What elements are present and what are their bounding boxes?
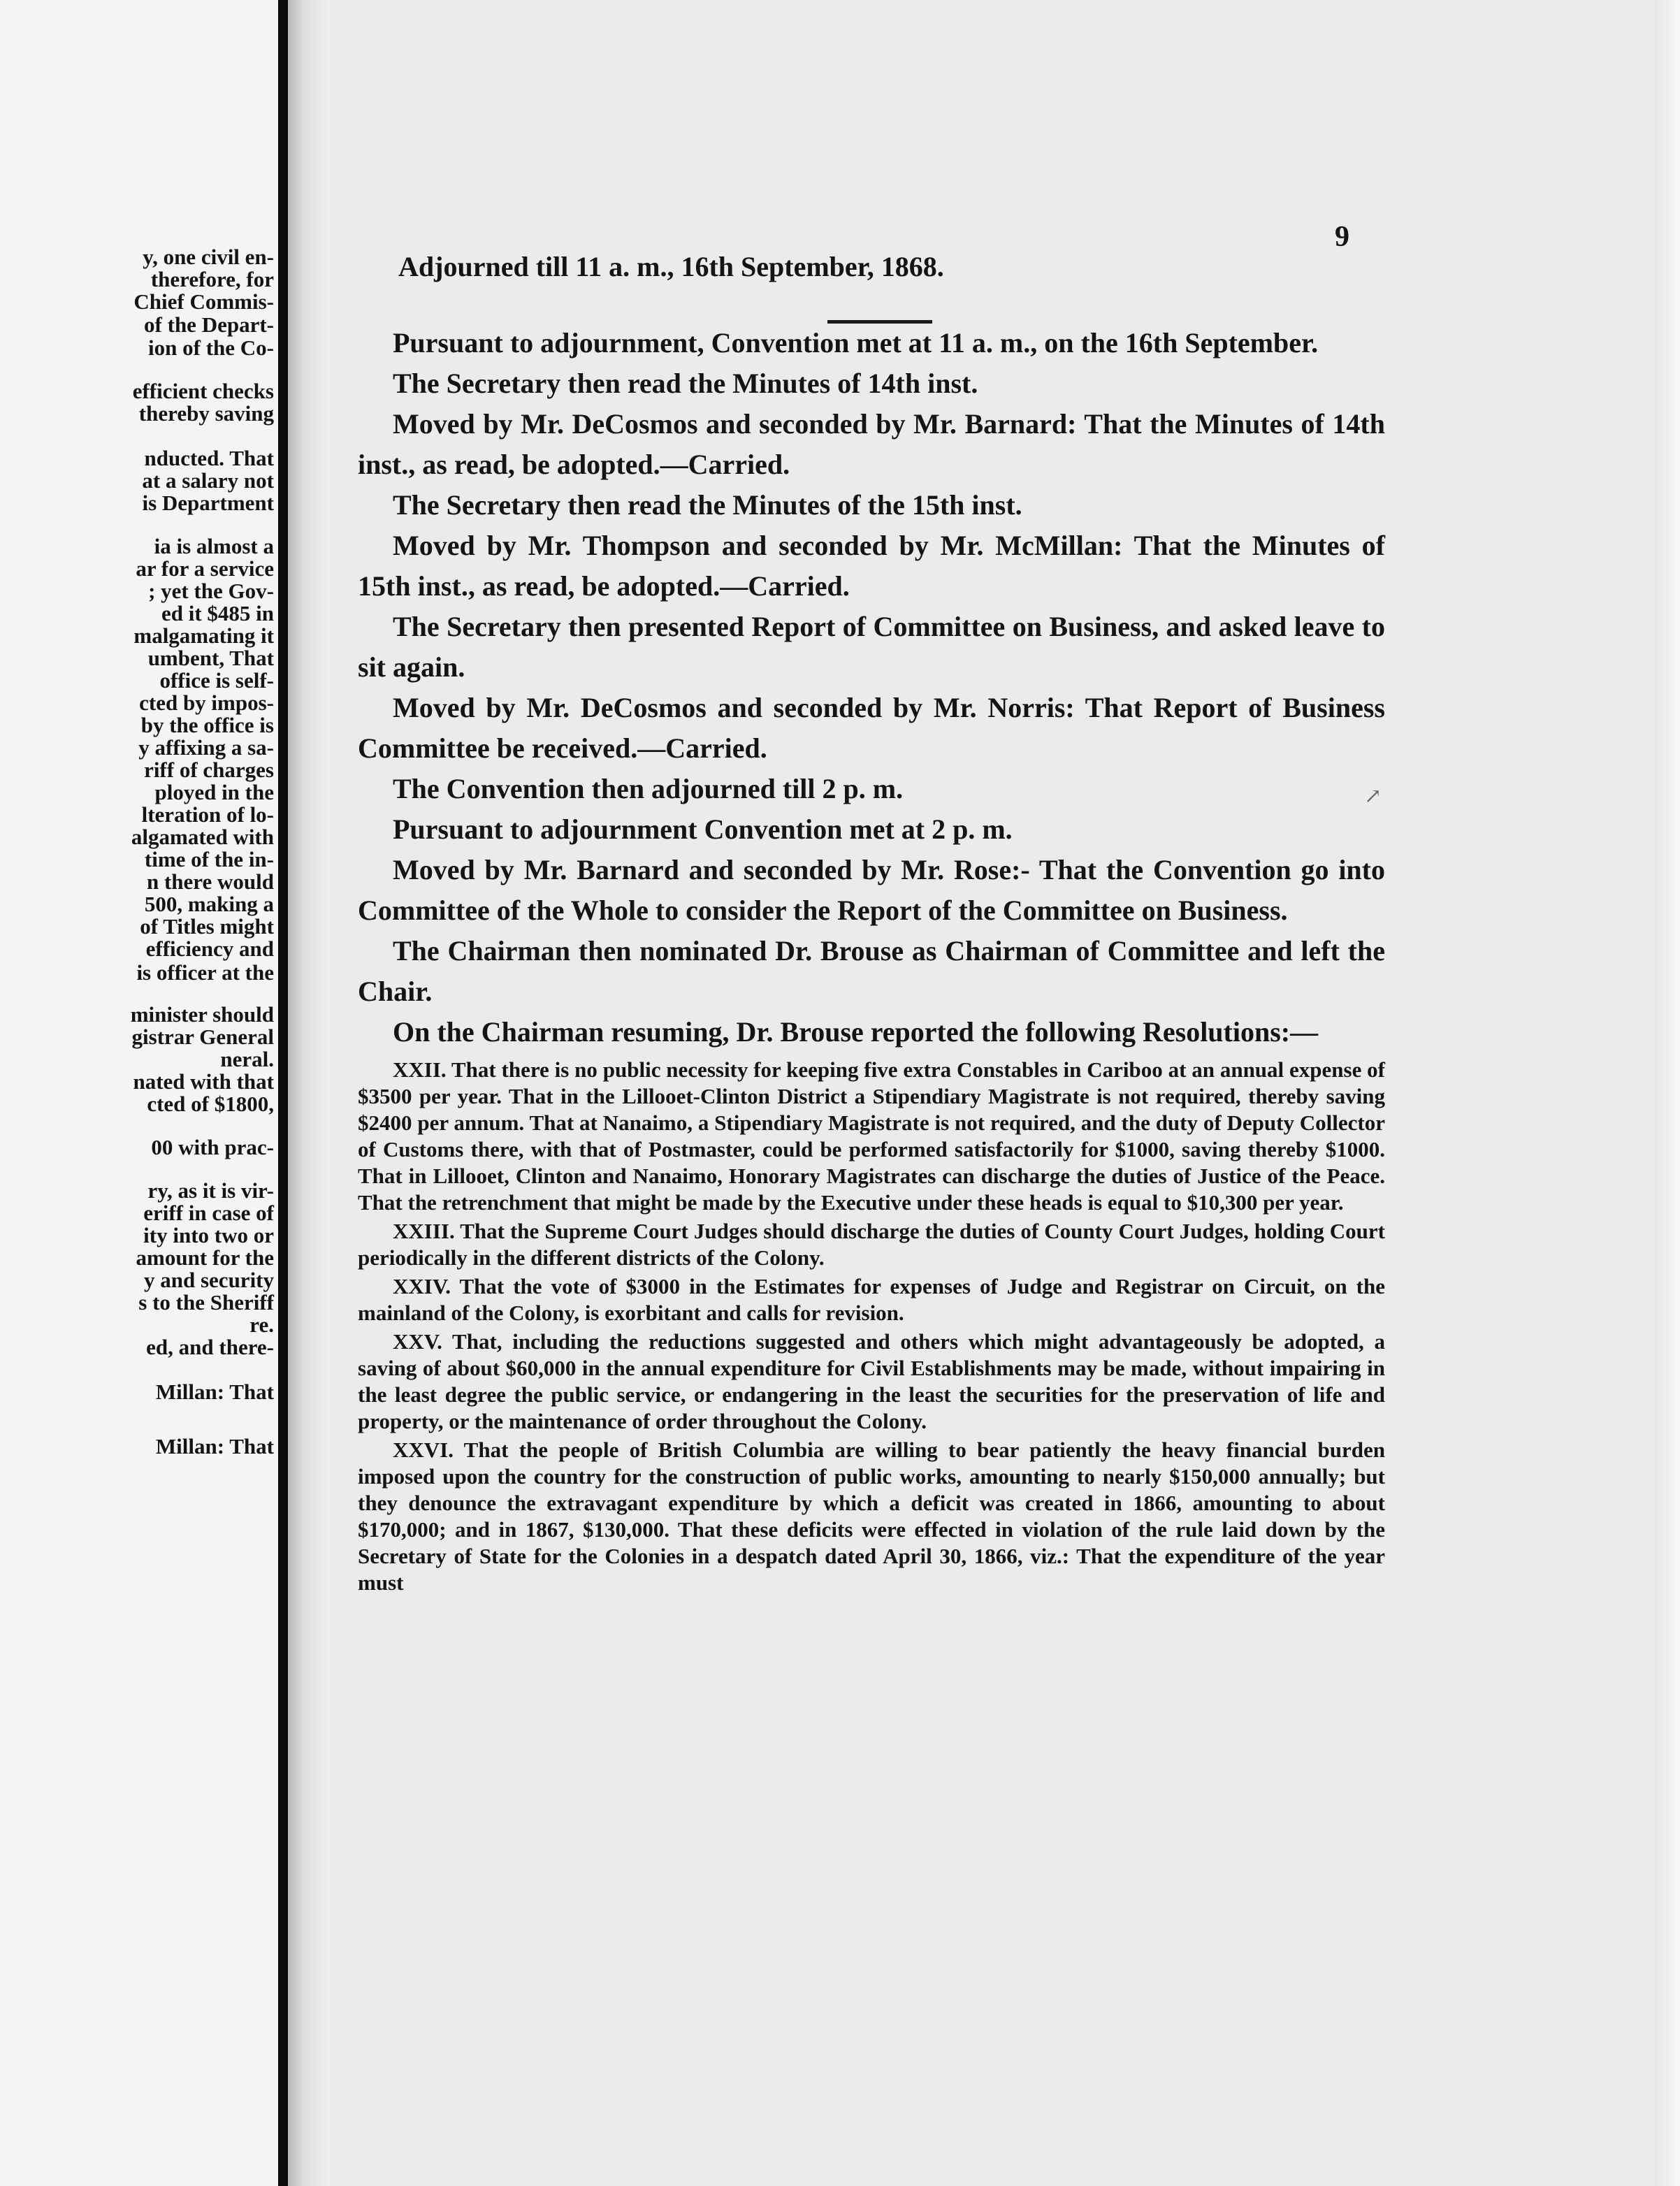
- left-page-line: amount for the: [136, 1245, 274, 1270]
- left-page-line: ; yet the Gov-: [148, 579, 274, 603]
- left-page-line: algamated with: [131, 825, 274, 849]
- minutes-body: [358, 323, 1385, 1596]
- resolution-item: XXIII. That the Supreme Court Judges should discharge the duties of County Court Judges, holding Court periodically in the different districts of the Colony.: [358, 1219, 1385, 1270]
- left-page-line: ployed in the: [154, 780, 274, 804]
- left-page-line: office is self-: [159, 668, 274, 693]
- left-page-line: cted of $1800,: [147, 1092, 274, 1116]
- minutes-paragraph: The Secretary then presented Report of Committee on Business, and asked leave to sit again.: [358, 611, 1385, 683]
- left-page-line: efficient checks: [132, 379, 274, 403]
- left-page-line: by the office is: [140, 713, 274, 737]
- left-page-line: neral.: [220, 1047, 274, 1071]
- minutes-paragraph: Pursuant to adjournment Convention met at 2 p. m.: [393, 813, 1013, 845]
- left-page-line: y affixing a sa-: [138, 735, 274, 760]
- left-page-line: of the Depart-: [144, 312, 274, 337]
- minutes-paragraph: Moved by Mr. DeCosmos and seconded by Mr. Norris: That Report of Business Committee be received.—Carried.: [358, 692, 1385, 764]
- resolution-item: XXV. That, including the reductions suggested and others which might advantageously be adopted, a saving of about $60,000 in the annual expenditure for Civil Establishments may be made, without impairing in the least degree the public service, or endangering in the least the securities for the preservation of life and property, or the maintenance of order throughout the Colony.: [358, 1329, 1385, 1433]
- left-page-line: malgamating it: [133, 623, 274, 648]
- left-page-line: y, one civil en-: [143, 245, 274, 269]
- left-page-line: of Titles might: [140, 914, 274, 939]
- document-page: [330, 0, 1680, 2186]
- left-page-line: ed it $485 in: [161, 601, 274, 625]
- left-page-line: umbent, That: [147, 646, 274, 670]
- page-gutter: [278, 0, 288, 2186]
- left-page-line: ity into two or: [143, 1223, 274, 1247]
- minutes-paragraph: The Convention then adjourned till 2 p. m.: [393, 773, 904, 804]
- gutter-shadow: [288, 0, 330, 2186]
- left-page-line: re.: [249, 1312, 274, 1337]
- left-page-line: riff of charges: [144, 758, 274, 782]
- resolution-item: XXII. That there is no public necessity for keeping five extra Constables in Cariboo at an annual expense of $3500 per year. That in the Lillooet-Clinton District a Stipendiary Magistrate is not required, thereby saving $2400 per annum. That at Nanaimo, a Stipendiary Magistrate is not required, and the duty of Deputy Collector of Customs there, with that of Postmaster, could be performed satisfactorily for $1000, saving thereby $1000. That in Lillooet, Clinton and Nanaimo, Honorary Magistrates can discharge the duties of Justice of the Peace. That the retrenchment that might be made by the Executive under these heads is equal to $10,300 per year.: [358, 1057, 1385, 1215]
- left-page-line: 00 with prac-: [151, 1135, 274, 1159]
- minutes-paragraph: On the Chairman resuming, Dr. Brouse reported the following Resolutions:—: [393, 1016, 1319, 1048]
- adjournment-heading: Adjourned till 11 a. m., 16th September, 1868.: [398, 251, 944, 282]
- left-page-line: at a salary not: [142, 468, 274, 493]
- minutes-paragraph: Moved by Mr. Thompson and seconded by Mr. McMillan: That the Minutes of 15th inst., as read, be adopted.—Carried.: [358, 530, 1385, 602]
- left-page-line: time of the in-: [144, 847, 274, 871]
- left-page-line: ia is almost a: [154, 534, 274, 558]
- minutes-paragraphs: [358, 323, 1385, 1052]
- left-page-line: ry, as it is vir-: [147, 1178, 274, 1203]
- resolution-item: XXVI. That the people of British Columbia are willing to bear patiently the heavy financial burden imposed upon the country for the construction of public works, amounting to nearly $150,000 annually; but they denounce the extravagant expenditure by which a deficit was created in 1866, amounting to about $170,000; and in 1867, $130,000. That these deficits were effected in violation of the rule laid down by the Secretary of State for the Colonies in a despatch dated April 30, 1866, viz.: That the expenditure of the year must: [358, 1438, 1385, 1595]
- resolution-item: XXIV. That the vote of $3000 in the Estimates for expenses of Judge and Registrar on Circuit, on the mainland of the Colony, is exorbitant and calls for revision.: [358, 1274, 1385, 1325]
- left-page-line: ed, and there-: [146, 1335, 274, 1359]
- resolutions-list: [358, 1057, 1385, 1596]
- left-page-line: ion of the Co-: [148, 335, 274, 360]
- left-page-line: thereby saving: [138, 401, 274, 426]
- left-page-line: y and security: [144, 1268, 274, 1292]
- minutes-paragraph: Pursuant to adjournment, Convention met at 11 a. m., on the 16th September.: [393, 327, 1319, 359]
- previous-page-fragment: [0, 0, 278, 2186]
- minutes-paragraph: Moved by Mr. Barnard and seconded by Mr. Rose:- That the Convention go into Committee of the Whole to consider the Report of the Committee on Business.: [358, 854, 1385, 926]
- minutes-paragraph: The Secretary then read the Minutes of 14th inst.: [393, 368, 978, 399]
- left-page-line: ar for a service: [136, 556, 274, 581]
- ink-mark: ↗: [1364, 785, 1382, 808]
- left-page-line: nated with that: [133, 1069, 274, 1094]
- left-page-line: minister should: [130, 1002, 274, 1027]
- page-number: 9: [1335, 221, 1349, 253]
- left-page-line: eriff in case of: [143, 1201, 274, 1225]
- left-page-line: Millan: That: [155, 1380, 274, 1404]
- left-page-line: is Department: [142, 491, 274, 515]
- left-page-line: efficiency and: [145, 936, 274, 961]
- left-page-line: nducted. That: [144, 446, 274, 470]
- left-page-line: therefore, for: [150, 267, 274, 291]
- minutes-paragraph: The Secretary then read the Minutes of the 15th inst.: [393, 489, 1022, 521]
- left-page-line: is officer at the: [136, 960, 274, 985]
- minutes-paragraph: The Chairman then nominated Dr. Brouse as Chairman of Committee and left the Chair.: [358, 935, 1385, 1007]
- left-page-line: gistrar General: [131, 1025, 274, 1049]
- left-page-line: 500, making a: [144, 892, 274, 916]
- left-page-line: Chief Commis-: [133, 289, 274, 314]
- left-page-line: cted by impos-: [139, 690, 274, 715]
- page-edge: [1655, 0, 1680, 2186]
- left-page-line: s to the Sheriff: [138, 1290, 274, 1315]
- left-page-line: Millan: That: [155, 1434, 274, 1458]
- minutes-paragraph: Moved by Mr. DeCosmos and seconded by Mr. Barnard: That the Minutes of 14th inst., as read, be adopted.—Carried.: [358, 408, 1385, 480]
- left-page-line: n there would: [146, 869, 274, 894]
- left-page-line: lteration of lo-: [141, 802, 274, 827]
